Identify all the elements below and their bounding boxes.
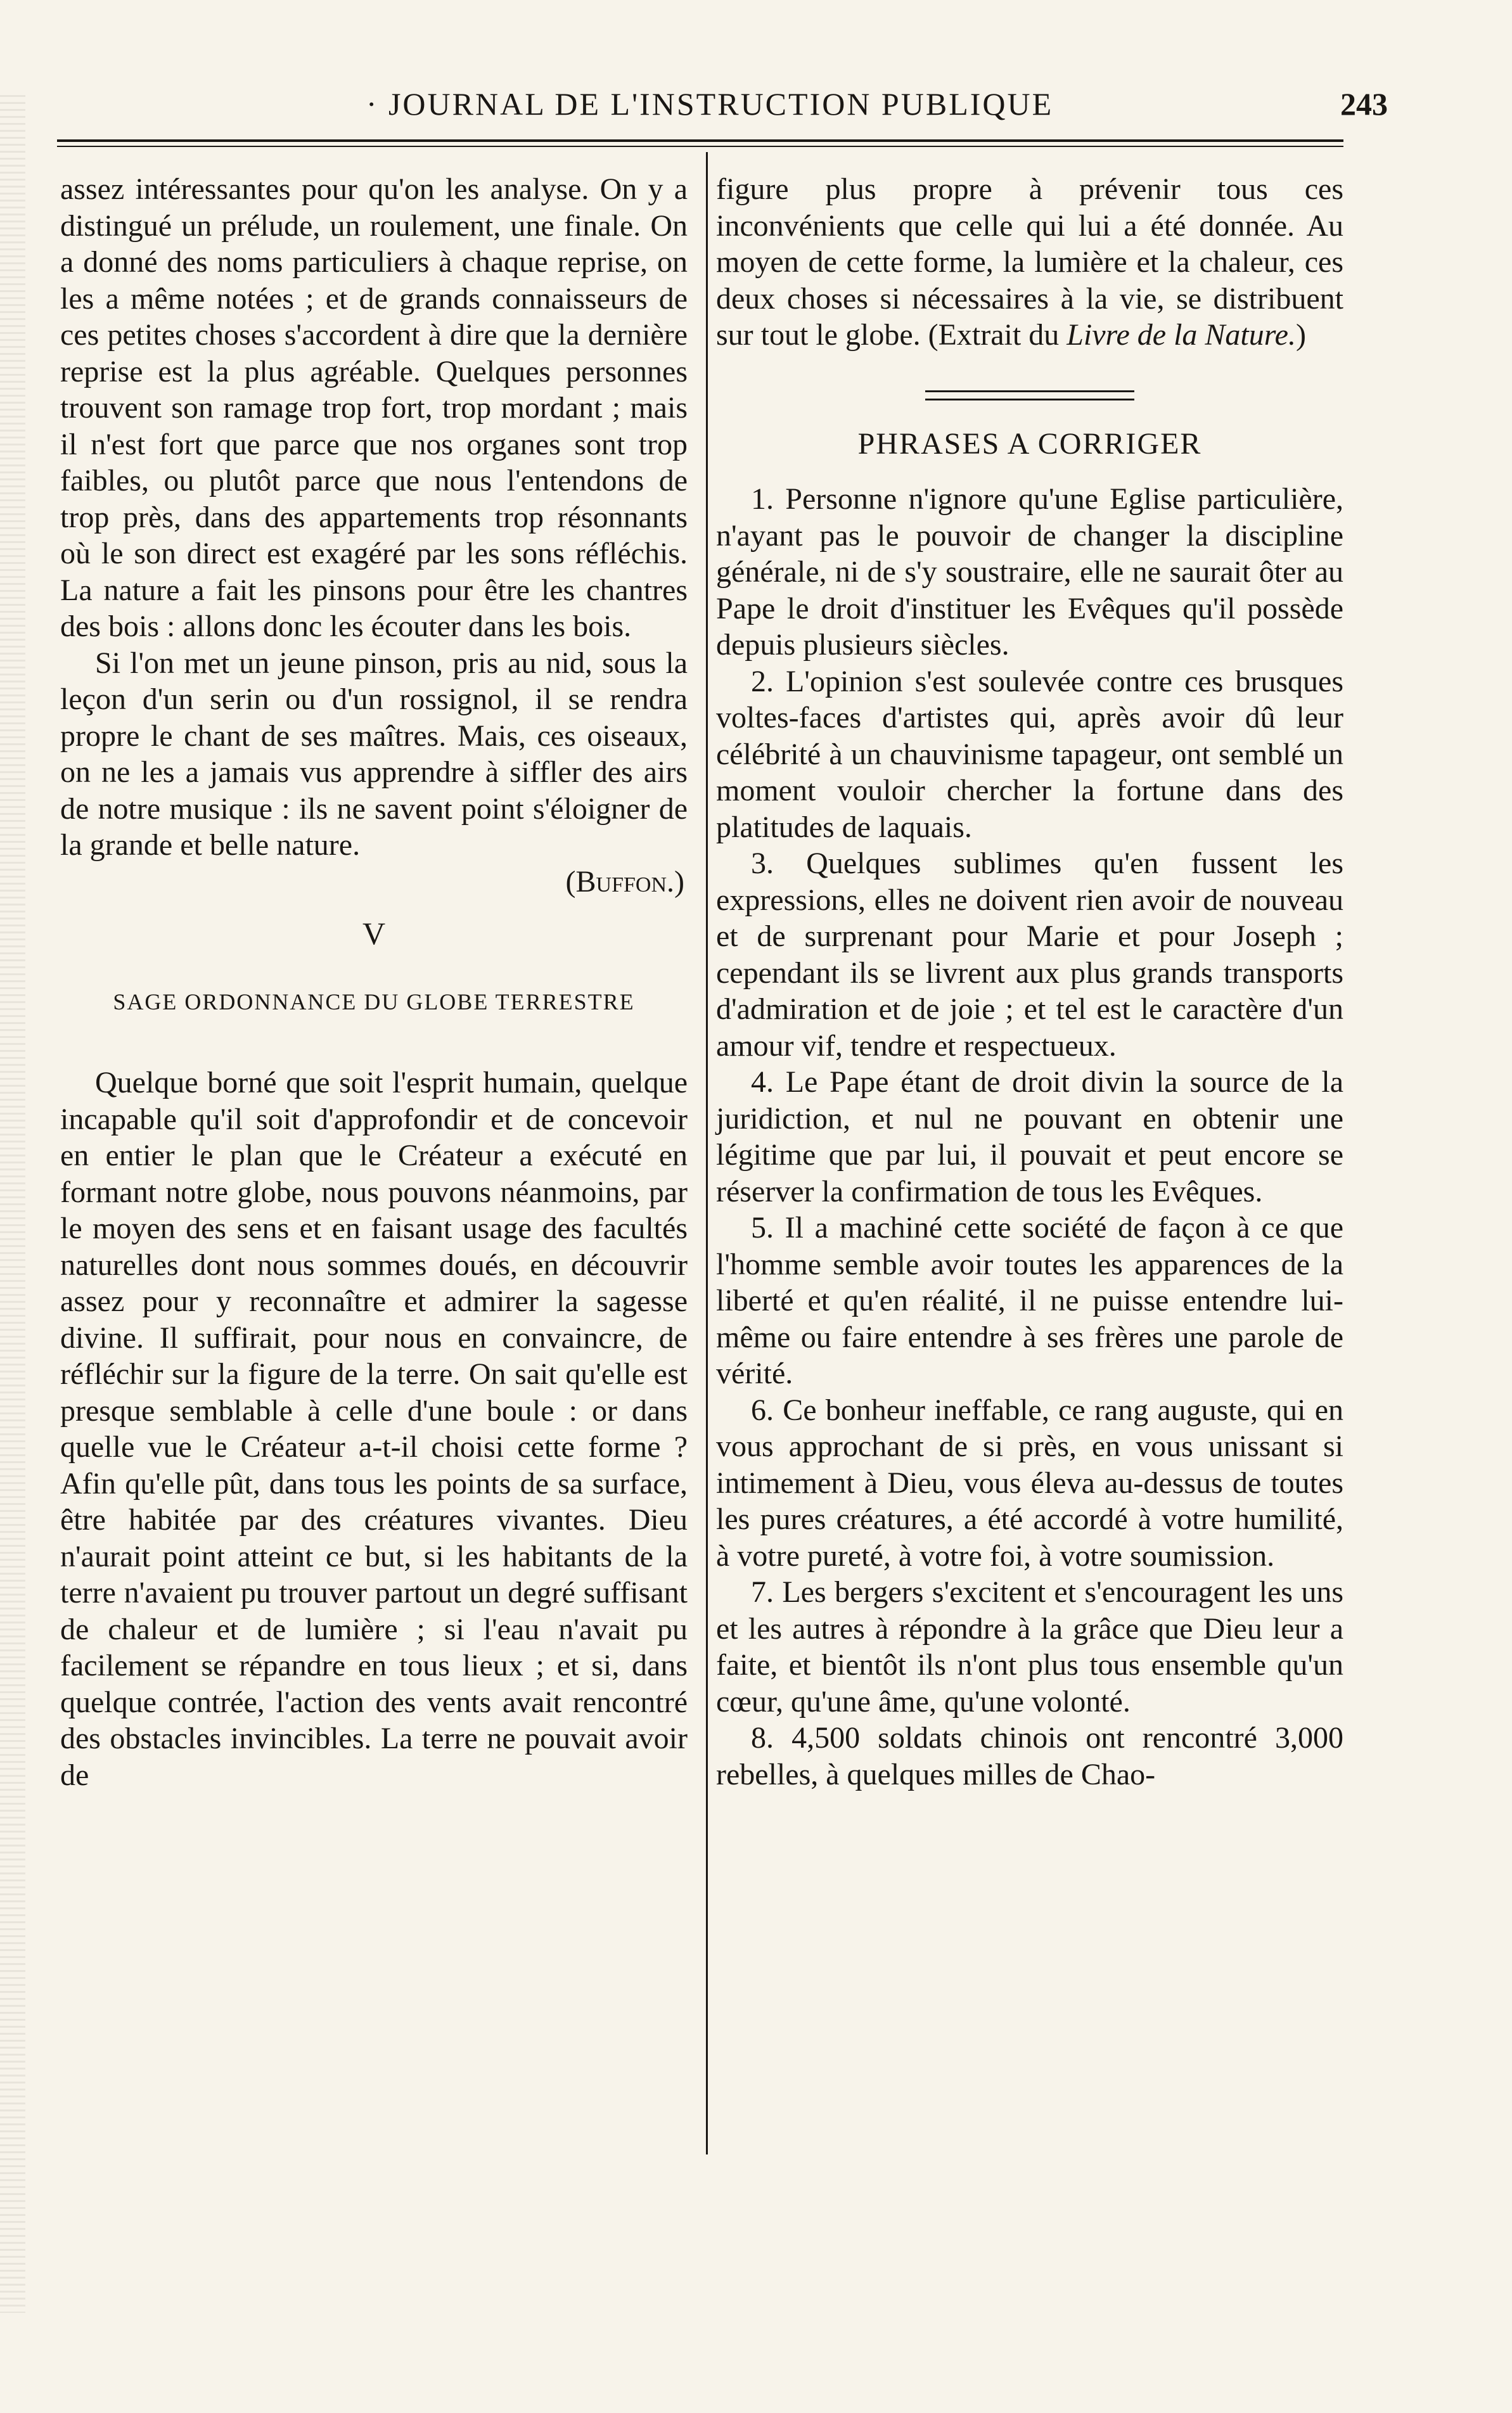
- header-rule-thick: [57, 139, 1343, 142]
- phrase-item: 3. Quelques sublimes qu'en fussent les expressions, elles ne doivent rien avoir de nouveau et de surprenant pour Marie et pour Joseph ; cependant ils se livrent aux plus grands transports d'admiration et de joie ; et tel est le caractère d'un amour vif, tendre et respectueux.: [716, 847, 1343, 1063]
- phrase-item: 6. Ce bonheur ineffable, ce rang auguste, qui en vous approchant de si près, en vous unissant si intimement à Dieu, vous éleva au-dessus de toutes les pures créatures, a été accordé à votre humilité, à votre pureté, à votre foi, à votre soumission.: [716, 1393, 1343, 1573]
- left-column: [60, 171, 688, 1793]
- right-column: [716, 171, 1343, 1793]
- scan-margin-artifact: [0, 95, 25, 2313]
- section-title: SAGE ORDONNANCE DU GLOBE TERRESTRE: [113, 989, 635, 1014]
- header-rule-thin: [57, 146, 1343, 147]
- page-number: 243: [1340, 86, 1388, 122]
- phrase-item: 2. L'opinion s'est soulevée contre ces brusques voltes-faces d'artistes qui, après avoir dû leur célébrité à un chauvinisme tapageur, ont semblé un moment vouloir chercher la fortune dans des platitudes de laquais.: [716, 664, 1343, 844]
- phrase-item: 5. Il a machiné cette société de façon à ce que l'homme semble avoir toutes les apparences de la liberté et qu'en réalité, il ne puisse entendre lui-même ou faire entendre à ses frères une parole de vérité.: [716, 1211, 1343, 1390]
- section-number: V: [362, 916, 386, 951]
- paragraph-globe-continued: figure plus propre à prévenir tous ces inconvénients que celle qui lui a été donnée. Au moyen de cette forme, la lumière et la chaleur, ces deux choses si nécessaires à la vie, se distribuent sur tout le globe. (Extrait du Livre de la Nature.): [716, 172, 1343, 352]
- section-separator: [925, 390, 1134, 400]
- paragraph-globe: Quelque borné que soit l'esprit humain, quelque incapable qu'il soit d'approfondir et de concevoir en entier le plan que le Créateur a exécuté en formant notre globe, nous pouvons néanmoins, par le moyen des sens et en faisant usage des facultés naturelles dont nous sommes doués, en découvrir assez pour y reconnaître et admirer la sagesse divine. Il suffirait, pour nous en convaincre, de réfléchir sur la figure de la terre. On sait qu'elle est presque semblable à celle d'une boule : or dans quelle vue le Créateur a-t-il choisi cette forme ? Afin qu'elle pût, dans tous les points de sa surface, être habitée par des créatures vivantes. Dieu n'aurait point atteint ce but, si les habitants de la terre n'avaient pu trouver partout un degré suffisant de chaleur et de lumière ; si l'eau n'avait pu facilement se répandre en tous lieux ; et si, dans quelque contrée, l'action des vents avait rencontré des obstacles invincibles. La terre ne pouvait avoir de: [60, 1066, 688, 1792]
- attribution-buffon: (Buffon.): [565, 864, 684, 899]
- phrase-item: 4. Le Pape étant de droit divin la source de la juridiction, et nul ne pouvant en obtenir une légitime que par lui, il pouvait et peut encore se réserver la confirmation de tous les Evêques.: [716, 1065, 1343, 1208]
- phrase-item: 1. Personne n'ignore qu'une Eglise particulière, n'ayant pas le pouvoir de changer la discipline générale, ni de s'y soustraire, elle ne saurait ôter au Pape le droit d'instituer les Evêques qu'il possède depuis plusieurs siècles.: [716, 482, 1343, 662]
- book-title: Livre de la Nature.: [1067, 318, 1296, 352]
- paragraph-continued: assez intéressantes pour qu'on les analyse. On y a distingué un prélude, un roulement, une finale. On a donné des noms particuliers à chaque reprise, on les a même notées ; et de grands connaisseurs de ces petites choses s'accordent à dire que la dernière reprise est la plus agréable. Quelques personnes trouvent son ramage trop fort, trop mordant ; mais il n'est fort que parce que nos organes sont trop faibles, ou plutôt parce que nous l'entendons de trop près, dans des appartements trop résonnants où le son direct est exagéré par les sons réfléchis. La nature a fait les pinsons pour être les chantres des bois : allons donc les écouter dans les bois.: [60, 172, 688, 643]
- column-divider: [706, 152, 708, 2154]
- page-header: [57, 86, 1388, 130]
- running-title: · JOURNAL DE L'INSTRUCTION PUBLIQUE: [366, 86, 1054, 122]
- phrase-item: 7. Les bergers s'excitent et s'encouragent les uns et les autres à répondre à la grâce que Dieu leur a faite, et bientôt ils n'ont plus tous ensemble qu'un cœur, qu'une âme, qu'une volonté.: [716, 1575, 1343, 1719]
- phrases-title: PHRASES A CORRIGER: [857, 426, 1202, 461]
- paragraph-pinson: Si l'on met un jeune pinson, pris au nid, sous la leçon d'un serin ou d'un rossignol, il se rendra propre le chant de ses maîtres. Mais, ces oiseaux, on ne les a jamais vus apprendre à siffler des airs de notre musique : ils ne savent point s'éloigner de la grande et belle nature.: [60, 646, 688, 862]
- phrase-item: 8. 4,500 soldats chinois ont rencontré 3,000 rebelles, à quelques milles de Chao-: [716, 1721, 1343, 1791]
